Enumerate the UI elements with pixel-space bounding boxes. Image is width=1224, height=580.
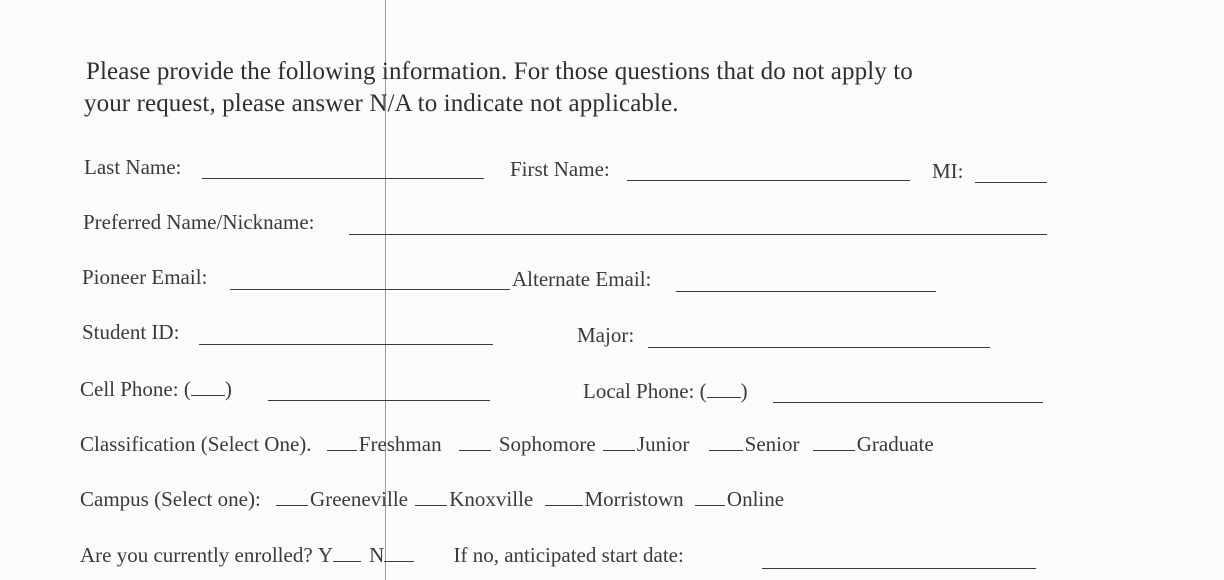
start-date-field[interactable] [762, 568, 1036, 569]
classification-option-junior: Junior [636, 432, 690, 456]
student-id-label: Student ID: [82, 320, 180, 344]
enrolled-yes-blank[interactable] [333, 560, 361, 562]
enrolled-no-label: N [369, 543, 385, 567]
classification-option-freshman: Freshman [358, 432, 442, 456]
last-name-label: Last Name: [84, 155, 182, 179]
student-id-field[interactable] [199, 344, 493, 345]
first-name-label: First Name: [510, 157, 610, 181]
cell-area-code-field[interactable] [191, 394, 225, 396]
campus-blank-knoxville[interactable] [415, 504, 447, 506]
local-phone-field[interactable] [773, 402, 1043, 403]
alternate-email-label: Alternate Email: [512, 267, 652, 291]
campus-label: Campus (Select one): [80, 487, 261, 511]
campus-option-knoxville: Knoxville [449, 487, 534, 511]
preferred-name-label: Preferred Name/Nickname: [83, 210, 315, 234]
local-area-code-field[interactable] [707, 396, 741, 398]
enrolled-question: Are you currently enrolled? [80, 543, 313, 567]
mi-field[interactable] [975, 182, 1047, 183]
campus-option-greeneville: Greeneville [310, 487, 408, 511]
cell-phone-row [80, 377, 232, 402]
classification-option-sophomore: Sophomore [498, 432, 596, 456]
cell-phone-field[interactable] [268, 400, 490, 401]
classification-option-senior: Senior [744, 432, 800, 456]
first-name-field[interactable] [627, 180, 910, 181]
intro-line-1: Please provide the following information. For those questions that do not apply to [86, 58, 913, 85]
intro-line-2: your request, please answer N/A to indicate not applicable. [84, 90, 679, 117]
classification-blank-graduate[interactable] [813, 449, 855, 451]
pioneer-email-label: Pioneer Email: [82, 265, 208, 289]
campus-blank-morristown[interactable] [545, 504, 583, 506]
enrolled-row [80, 543, 684, 568]
start-date-label: If no, anticipated start date: [453, 543, 684, 567]
campus-blank-online[interactable] [695, 504, 725, 506]
classification-blank-senior[interactable] [709, 449, 743, 451]
campus-option-morristown: Morristown [584, 487, 684, 511]
local-phone-row [583, 379, 748, 404]
alternate-email-field[interactable] [676, 291, 936, 292]
campus-row [80, 487, 784, 512]
campus-blank-greeneville[interactable] [276, 504, 308, 506]
pioneer-email-field[interactable] [230, 289, 510, 290]
cell-paren-close: ) [224, 377, 232, 401]
classification-blank-junior[interactable] [603, 449, 635, 451]
mi-label: MI: [932, 159, 964, 183]
classification-blank-sophomore[interactable] [459, 449, 491, 451]
classification-label: Classification (Select One). [80, 432, 312, 456]
cell-phone-label: Cell Phone: ( [80, 377, 191, 401]
preferred-name-field[interactable] [349, 234, 1047, 235]
local-paren-close: ) [740, 379, 748, 403]
campus-option-online: Online [726, 487, 785, 511]
major-label: Major: [577, 323, 635, 347]
classification-option-graduate: Graduate [856, 432, 934, 456]
classification-blank-freshman[interactable] [327, 449, 357, 451]
enrolled-no-blank[interactable] [384, 560, 414, 562]
major-field[interactable] [648, 347, 990, 348]
classification-row [80, 432, 934, 457]
local-phone-label: Local Phone: ( [583, 379, 707, 403]
enrolled-yes-label: Y [317, 543, 334, 567]
last-name-field[interactable] [202, 178, 484, 179]
